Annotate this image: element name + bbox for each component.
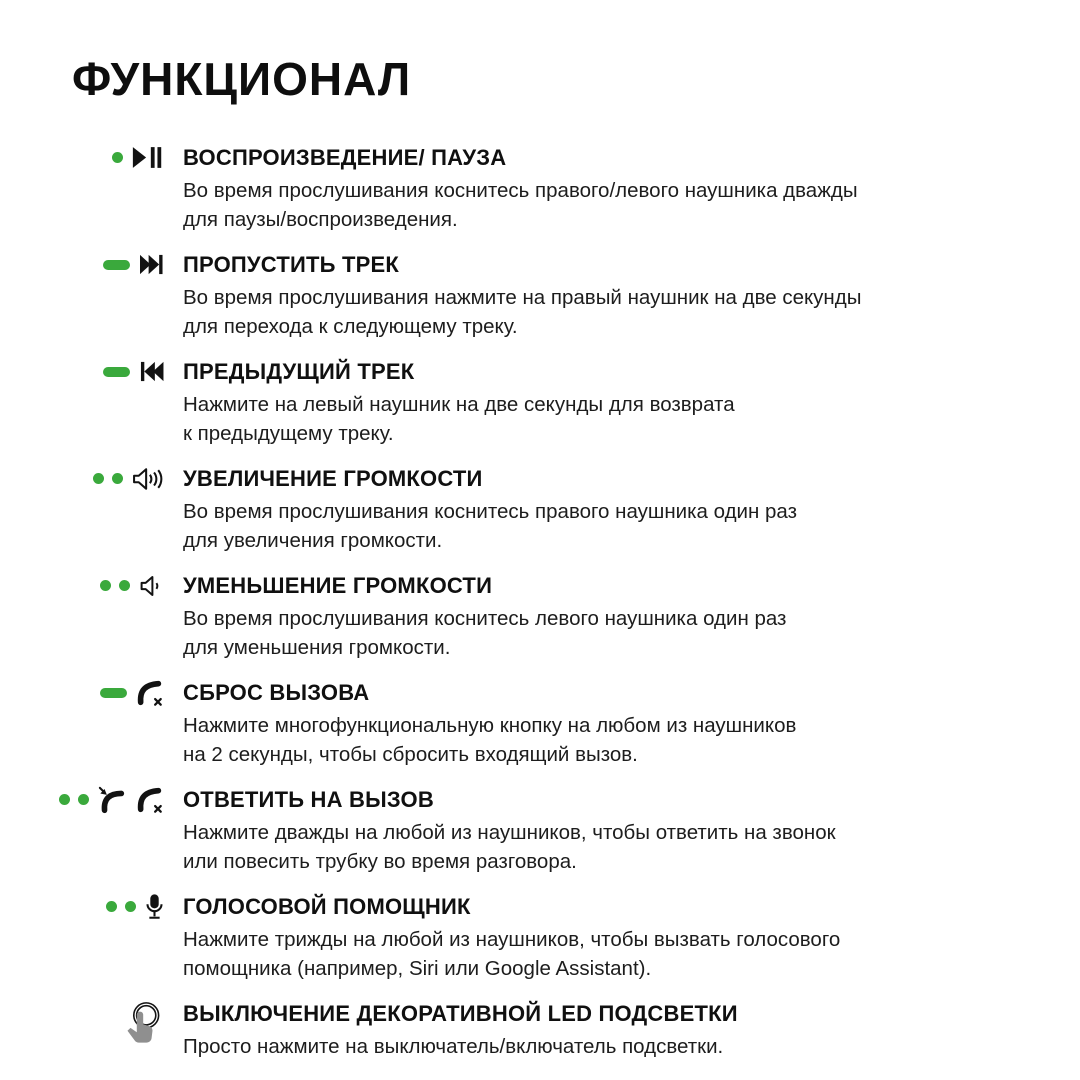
next-track-icon-cell [50,251,165,278]
feature-line: Нажмите на левый наушник на две секунды для возврата [183,393,735,416]
feature-line: к предыдущему треку. [183,422,394,445]
feature-line: Просто нажмите на выключатель/включатель подсветки. [183,1035,724,1058]
feature-line: для паузы/воспроизведения. [183,208,458,231]
feature-call-reject [0,679,1080,769]
volume-up-icon-cell [50,465,165,492]
play-pause-icon [131,146,165,169]
feature-text [183,572,786,662]
feature-heading: ПРЕДЫДУЩИЙ ТРЕК [183,359,415,384]
feature-next-track [0,251,1080,341]
feature-text [183,358,735,448]
tap-indicator [119,580,130,591]
feature-line: на 2 секунды, чтобы сбросить входящий вызов. [183,743,638,766]
long-press-indicator [100,688,127,698]
feature-text [183,1000,738,1061]
feature-line: или повесить трубку во время разговора. [183,850,577,873]
feature-line: Нажмите дважды на любой из наушников, чтобы ответить на звонок [183,821,836,844]
feature-heading: УВЕЛИЧЕНИЕ ГРОМКОСТИ [183,466,483,491]
volume-down-icon-cell [50,572,165,599]
tap-indicator [100,580,111,591]
long-press-indicator [103,367,130,377]
feature-line: для перехода к следующему треку. [183,315,518,338]
feature-line: Нажмите многофункциональную кнопку на любом из наушников [183,714,797,737]
feature-volume-up [0,465,1080,555]
previous-track-icon-cell [50,358,165,385]
feature-line: Во время прослушивания коснитесь правого/левого наушника дважды [183,179,858,202]
long-press-indicator [103,260,130,270]
feature-text [183,251,861,341]
tap-indicator [125,901,136,912]
call-end-icon [135,786,165,814]
call-answer-icon [97,786,127,814]
feature-text [183,893,840,983]
tap-indicator [78,794,89,805]
tap-indicator [112,473,123,484]
feature-text [183,679,796,769]
page-title: ФУНКЦИОНАЛ [72,53,412,105]
single-tap-indicator [112,152,123,163]
feature-heading: ПРОПУСТИТЬ ТРЕК [183,252,399,277]
feature-line: для увеличения громкости. [183,529,443,552]
feature-previous-track [0,358,1080,448]
hand-icon [127,1012,152,1043]
feature-heading: ГОЛОСОВОЙ ПОМОЩНИК [183,894,471,919]
tap-indicator [106,901,117,912]
voice-assistant-icon-cell [50,893,165,920]
call-reject-icon [135,679,165,707]
next-track-icon [138,253,165,276]
feature-line: Во время прослушивания коснитесь правого наушника один раз [183,500,797,523]
feature-line: Нажмите трижды на любой из наушников, чтобы вызвать голосового [183,928,841,951]
answer-call-icon-cell [50,786,165,813]
feature-line: помощника (например, Siri или Google Assistant). [183,957,652,980]
tap-indicator [93,473,104,484]
volume-down-icon [138,574,165,598]
feature-line: Во время прослушивания коснитесь левого наушника один раз [183,607,787,630]
feature-text [183,786,836,876]
feature-heading: ВОСПРОИЗВЕДЕНИЕ/ ПАУЗА [183,145,507,170]
feature-list [0,144,1080,1061]
tap-switch-icon [118,1000,165,1055]
feature-voice-assistant [0,893,1080,983]
led-switch-icon-cell [50,1000,165,1055]
play-pause-icon-cell [50,144,165,171]
feature-answer-call [0,786,1080,876]
tap-indicator [59,794,70,805]
feature-text [183,144,858,234]
previous-track-icon [138,360,165,383]
feature-volume-down [0,572,1080,662]
call-reject-icon-cell [50,679,165,706]
feature-heading: СБРОС ВЫЗОВА [183,680,370,705]
feature-text [183,465,797,555]
feature-line: Во время прослушивания нажмите на правый наушник на две секунды [183,286,862,309]
feature-play-pause [0,144,1080,234]
microphone-icon [144,893,165,921]
feature-heading: ВЫКЛЮЧЕНИЕ ДЕКОРАТИВНОЙ LED ПОДСВЕТКИ [183,1001,738,1026]
feature-heading: УМЕНЬШЕНИЕ ГРОМКОСТИ [183,573,493,598]
feature-line: для уменьшения громкости. [183,636,451,659]
volume-up-icon [131,466,165,492]
feature-heading: ОТВЕТИТЬ НА ВЫЗОВ [183,787,434,812]
feature-led-switch [0,1000,1080,1061]
